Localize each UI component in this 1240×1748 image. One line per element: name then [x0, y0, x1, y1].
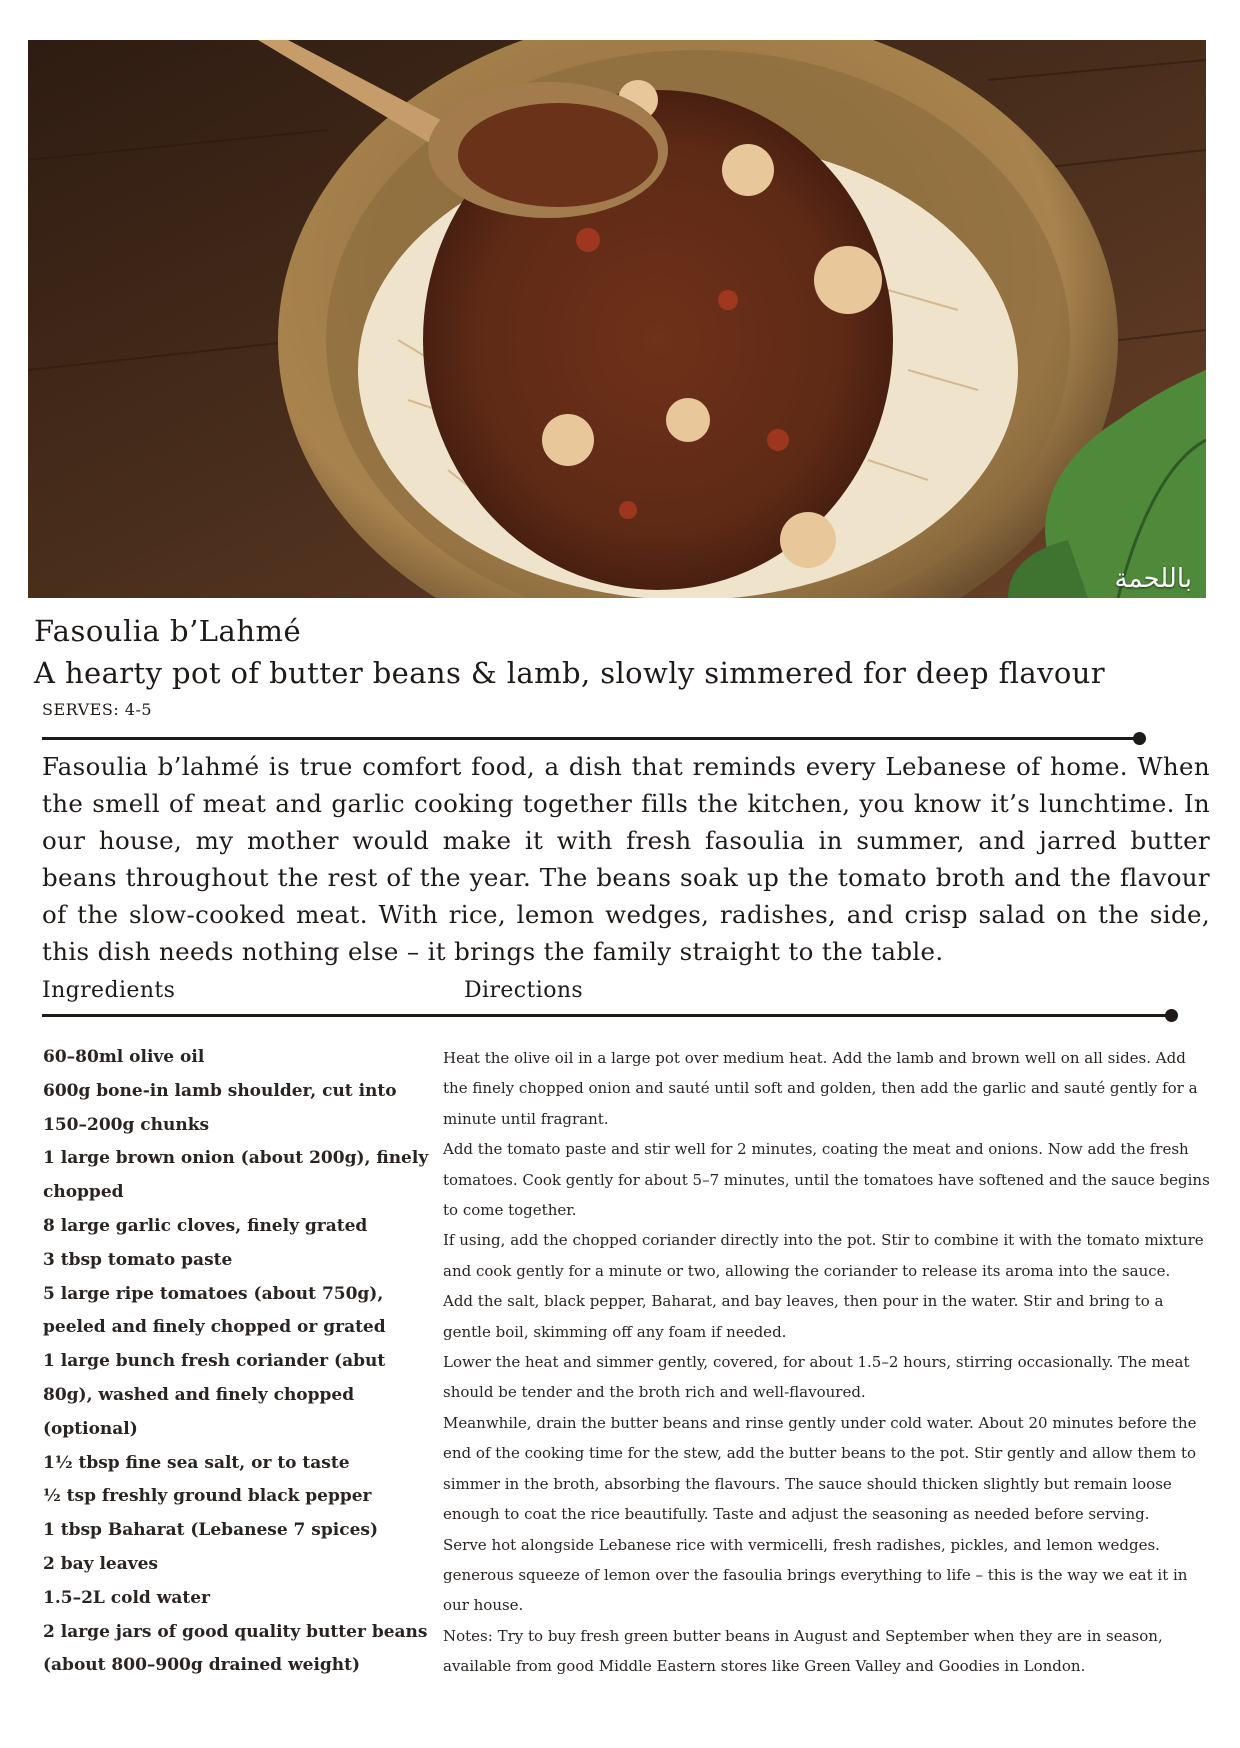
direction-step: Meanwhile, drain the butter beans and rinse gently under cold water. About 20 minutes before the end of the cooking time for the stew, add the butter beans to the pot. Stir gently and allow them to simmer in the broth, absorbing the flavours. The sauce should thicken slightly but remain loose enough to coat the rice beautifully. Taste and adjust the seasoning as needed before serving.	[443, 1413, 1197, 1524]
direction-step: Serve hot alongside Lebanese rice with vermicelli, fresh radishes, pickles, and lemon wedges. generous squeeze of lemon over the fasoulia brings everything to life – this is the way we eat it in our house.	[443, 1535, 1188, 1615]
ingredients-list	[43, 1041, 433, 1683]
stew-bowl-illustration	[28, 40, 1206, 598]
serves-label: SERVES: 4-5	[42, 700, 153, 719]
divider-dot	[1165, 1009, 1178, 1022]
direction-notes: Notes: Try to buy fresh green butter beans in August and September when they are in season, available from good Middle Eastern stores like Green Valley and Goodies in London.	[443, 1626, 1163, 1676]
ingredient-item: 2 large jars of good quality butter beans (about 800–900g drained weight)	[43, 1621, 428, 1676]
ingredient-item: 1 large brown onion (about 200g), finely chopped	[43, 1148, 429, 1203]
directions-heading: Directions	[464, 978, 584, 1003]
ingredient-item: 1 tbsp Baharat (Lebanese 7 spices)	[43, 1520, 379, 1541]
ingredient-item: 1.5–2L cold water	[43, 1587, 211, 1608]
ingredient-item: 2 bay leaves	[43, 1553, 158, 1574]
direction-step: If using, add the chopped coriander directly into the pot. Stir to combine it with the tomato mixture and cook gently for a minute or two, allowing the coriander to release its aroma into the sauce.	[443, 1231, 1204, 1280]
direction-step: Lower the heat and simmer gently, covered, for about 1.5–2 hours, stirring occasionally. The meat should be tender and the broth rich and well-flavoured.	[443, 1353, 1190, 1402]
hero-caption: باللحمة	[1114, 564, 1192, 594]
divider-columns	[42, 1014, 1172, 1017]
ingredient-item: 1 large bunch fresh coriander (abut 80g), washed and finely chopped (optional)	[43, 1351, 386, 1439]
directions-list	[443, 1043, 1213, 1682]
ingredients-heading: Ingredients	[42, 978, 176, 1003]
recipe-title: Fasoulia b’Lahmé	[34, 614, 302, 648]
ingredient-item: 3 tbsp tomato paste	[43, 1249, 233, 1270]
ingredient-item: 8 large garlic cloves, finely grated	[43, 1215, 368, 1236]
ingredient-item: ½ tsp freshly ground black pepper	[43, 1486, 372, 1507]
ingredient-item: 5 large ripe tomatoes (about 750g), peeled and finely chopped or grated	[43, 1283, 386, 1338]
direction-step: Add the salt, black pepper, Baharat, and bay leaves, then pour in the water. Stir and bring to a gentle boil, skimming off any foam if needed.	[443, 1292, 1164, 1341]
ingredient-item: 600g bone-in lamb shoulder, cut into 150–200g chunks	[43, 1080, 397, 1135]
direction-step: Add the tomato paste and stir well for 2 minutes, coating the meat and onions. Now add the fresh tomatoes. Cook gently for about 5–7 minutes, until the tomatoes have softened and the sauce begins to come together.	[443, 1140, 1210, 1220]
recipe-intro: Fasoulia b’lahmé is true comfort food, a dish that reminds every Lebanese of home. When the smell of meat and garlic cooking together fills the kitchen, you know it’s lunchtime. In our house, my mother would make it with fresh fasoulia in summer, and jarred butter beans throughout the rest of the year. The beans soak up the tomato broth and the flavour of the slow-cooked meat. With rice, lemon wedges, radishes, and crisp salad on the side, this dish needs nothing else – it brings the family straight to the table.	[42, 752, 1210, 966]
ingredient-item: 60–80ml olive oil	[43, 1047, 205, 1067]
divider-dot	[1133, 732, 1146, 745]
ingredient-item: 1½ tbsp fine sea salt, or to taste	[43, 1452, 350, 1473]
recipe-subtitle: A hearty pot of butter beans & lamb, slowly simmered for deep flavour	[34, 656, 1106, 690]
hero-image	[28, 40, 1206, 598]
divider-top	[42, 737, 1140, 740]
direction-step: Heat the olive oil in a large pot over medium heat. Add the lamb and brown well on all sides. Add the finely chopped onion and sauté until soft and golden, then add the garlic and sauté gently for a minute until fragrant.	[443, 1049, 1198, 1128]
